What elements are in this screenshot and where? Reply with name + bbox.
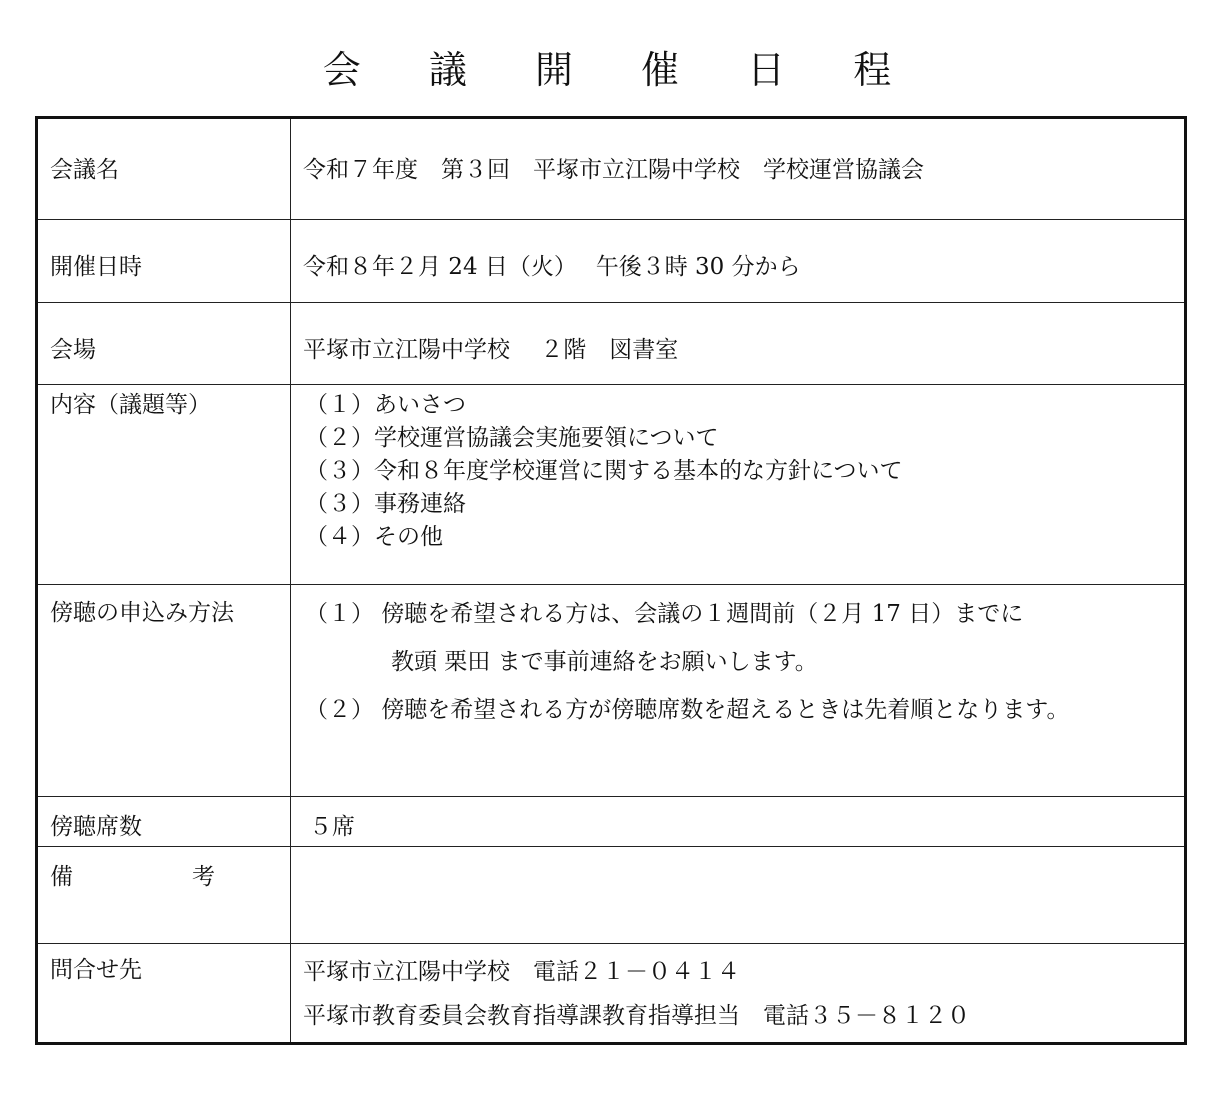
list-item: （３）令和８年度学校運営に関する基本的な方針について <box>305 458 903 484</box>
agenda-label: 内容（議題等） <box>37 385 291 585</box>
table-row <box>37 944 1186 1044</box>
table-row <box>37 118 1186 220</box>
venue-label: 会場 <box>37 303 291 385</box>
contact-label: 問合せ先 <box>37 944 291 1044</box>
observation-method-label: 傍聴の申込み方法 <box>37 585 291 797</box>
page-title: 会 議 開 催 日 程 <box>322 48 920 92</box>
meeting-name-value: 令和７年度 第３回 平塚市立江陽中学校 学校運営協議会 <box>291 118 1186 220</box>
method-line-3: （２） 傍聴を希望される方が傍聴席数を超えるときは先着順となります。 <box>305 697 1070 723</box>
table-row <box>37 303 1186 385</box>
seats-label: 傍聴席数 <box>37 797 291 847</box>
contact-value <box>291 944 1186 1044</box>
meeting-name-label: 会議名 <box>37 118 291 220</box>
datetime-value: 令和８年２月 24 日（火） 午後３時 30 分から <box>291 220 1186 303</box>
agenda-list <box>291 385 1186 585</box>
remarks-label-text: 備 考 <box>50 864 263 890</box>
table-row <box>37 797 1186 847</box>
schedule-table <box>35 116 1187 1045</box>
contact-line-2: 平塚市教育委員会教育指導課教育指導担当 電話３５－８１２０ <box>303 1003 970 1029</box>
contact-line-1: 平塚市立江陽中学校 電話２１－０４１４ <box>303 959 740 985</box>
venue-value: 平塚市立江陽中学校 ２階 図書室 <box>291 303 1186 385</box>
datetime-label: 開催日時 <box>37 220 291 303</box>
remarks-value <box>291 847 1186 944</box>
method-line-1: （１） 傍聴を希望される方は、会議の１週間前（２月 17 日）までに <box>305 601 1024 627</box>
table-row <box>37 585 1186 797</box>
table-row <box>37 220 1186 303</box>
observation-method-value <box>291 585 1186 797</box>
table-row <box>37 385 1186 585</box>
list-item: （４）その他 <box>305 524 443 550</box>
table-row <box>37 847 1186 944</box>
seats-value: ５席 <box>291 797 1186 847</box>
list-item: （１）あいさつ <box>305 392 466 418</box>
remarks-label <box>37 847 291 944</box>
list-item: （３）事務連絡 <box>305 491 466 517</box>
method-line-2: 教頭 栗田 まで事前連絡をお願いします。 <box>391 649 818 675</box>
list-item: （２）学校運営協議会実施要領について <box>305 425 719 451</box>
